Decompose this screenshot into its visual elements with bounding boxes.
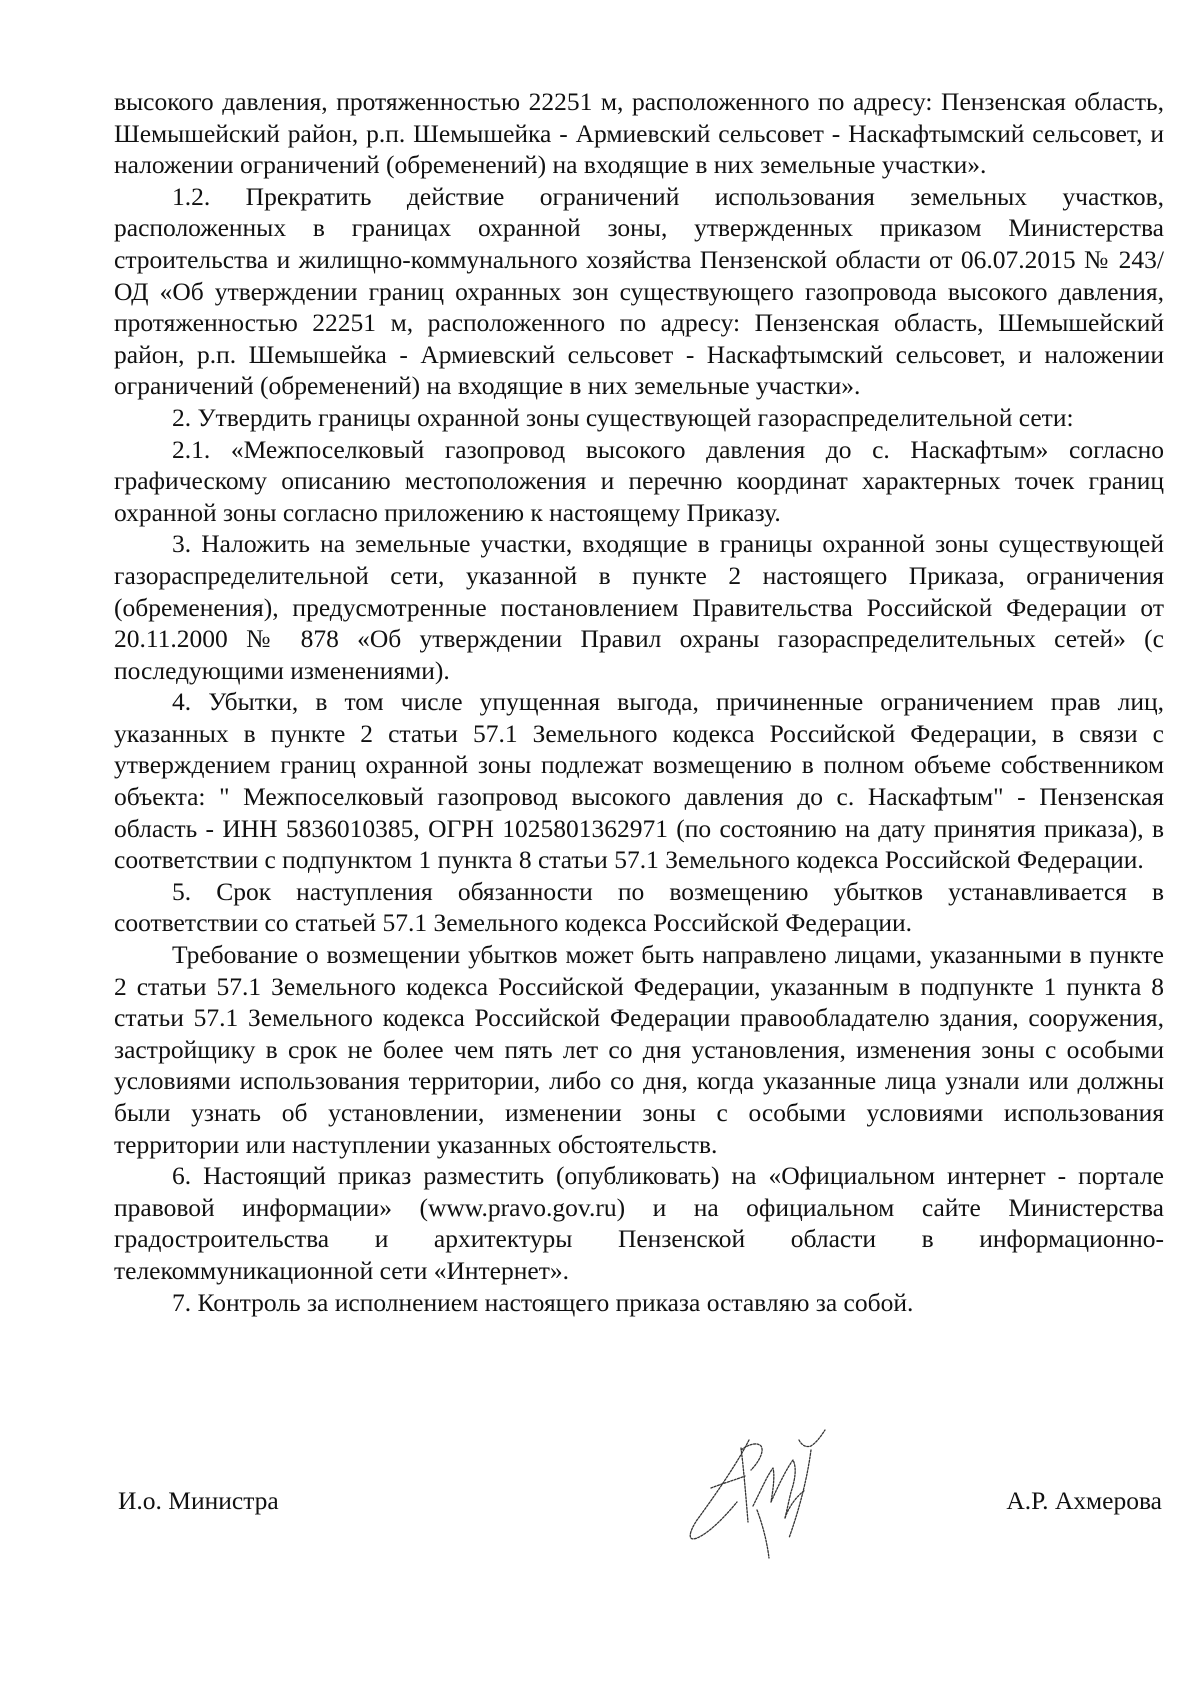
document-body (114, 86, 1164, 1318)
paragraph-2-1: 2.1. «Межпоселковый газопровод высокого давления до с. Наскафтым» согласно графическому описанию местоположения и перечню координат характерных точек границ охранной зоны согласно приложению к настоящему Приказу. (114, 434, 1164, 527)
paragraph-5: 5. Срок наступления обязанности по возмещению убытков устанавливается в соответствии со статьей 57.1 Земельного кодекса Российской Федерации. (114, 876, 1164, 938)
signer-name: А.Р. Ахмерова (1006, 1486, 1162, 1515)
paragraph-6: 6. Настоящий приказ разместить (опубликовать) на «Официальном интернет - портале правовой информации» (www.pravo.gov.ru) и на официальном сайте Министерства градостроительства и архитектуры Пензенской области в информационно-телекоммуникационной сети «Интернет». (114, 1161, 1164, 1285)
position-title: И.о. Министра (118, 1486, 279, 1515)
paragraph-damages-claim: Требование о возмещении убытков может быть направлено лицами, указанными в пункте 2 статьи 57.1 Земельного кодекса Российской Федерации, указанным в подпункте 1 пункта 8 статьи 57.1 Земельного кодекса Российской Федерации правообладателю здания, сооружения, застройщику в срок не более чем пять лет со дня установления, изменения зоны с особыми условиями использования территории, либо со дня, когда указанные лица узнали или должны были узнать об установлении, изменении зоны с особыми условиями использования территории или наступлении указанных обстоятельств. (114, 940, 1164, 1159)
paragraph-2: 2. Утвердить границы охранной зоны существующей газораспределительной сети: (172, 402, 1074, 432)
paragraph-4: 4. Убытки, в том числе упущенная выгода, причиненные ограничением прав лиц, указанных в пункте 2 статьи 57.1 Земельного кодекса Российской Федерации, в связи с утверждением границ охранной зоны подлежат возмещению в полном объеме собственником объекта: " Межпоселковый газопровод высокого давления до с. Наскафтым" - Пензенская область - ИНН 5836010385, ОГРН 1025801362971 (по состоянию на дату принятия приказа), в соответствии с подпунктом 1 пункта 8 статьи 57.1 Земельного кодекса Российской Федерации. (114, 687, 1164, 875)
paragraph-3: 3. Наложить на земельные участки, входящие в границы охранной зоны существующей газораспределительной сети, указанной в пункте 2 настоящего Приказа, ограничения (обременения), предусмотренные постановлением Правительства Российской Федерации от 20.11.2000 № 878 «Об утверждении Правил охраны газораспределительных сетей» (с последующими изменениями). (114, 529, 1164, 685)
paragraph-7: 7. Контроль за исполнением настоящего приказа оставляю за собой. (172, 1287, 914, 1317)
paragraph-continuation: высокого давления, протяженностью 22251 м, расположенного по адресу: Пензенская область, Шемышейский район, р.п. Шемышейка - Армиевский сельсовет - Наскафтымский сельсовет, и наложении ограничений (обременений) на входящие в них земельные участки». (114, 87, 1164, 180)
signature-block (114, 1410, 1164, 1570)
paragraph-1-2: 1.2. Прекратить действие ограничений использования земельных участков, расположенных в границах охранной зоны, утвержденных приказом Министерства строительства и жилищно-коммунального хозяйства Пензенской области от 06.07.2015 № 243/ОД «Об утверждении границ охранных зон существующего газопровода высокого давления, протяженностью 22251 м, расположенного по адресу: Пензенская область, Шемышейский район, р.п. Шемышейка - Армиевский сельсовет - Наскафтымский сельсовет, и наложении ограничений (обременений) на входящие в них земельные участки». (114, 181, 1164, 401)
handwritten-signature-icon (649, 1410, 849, 1570)
